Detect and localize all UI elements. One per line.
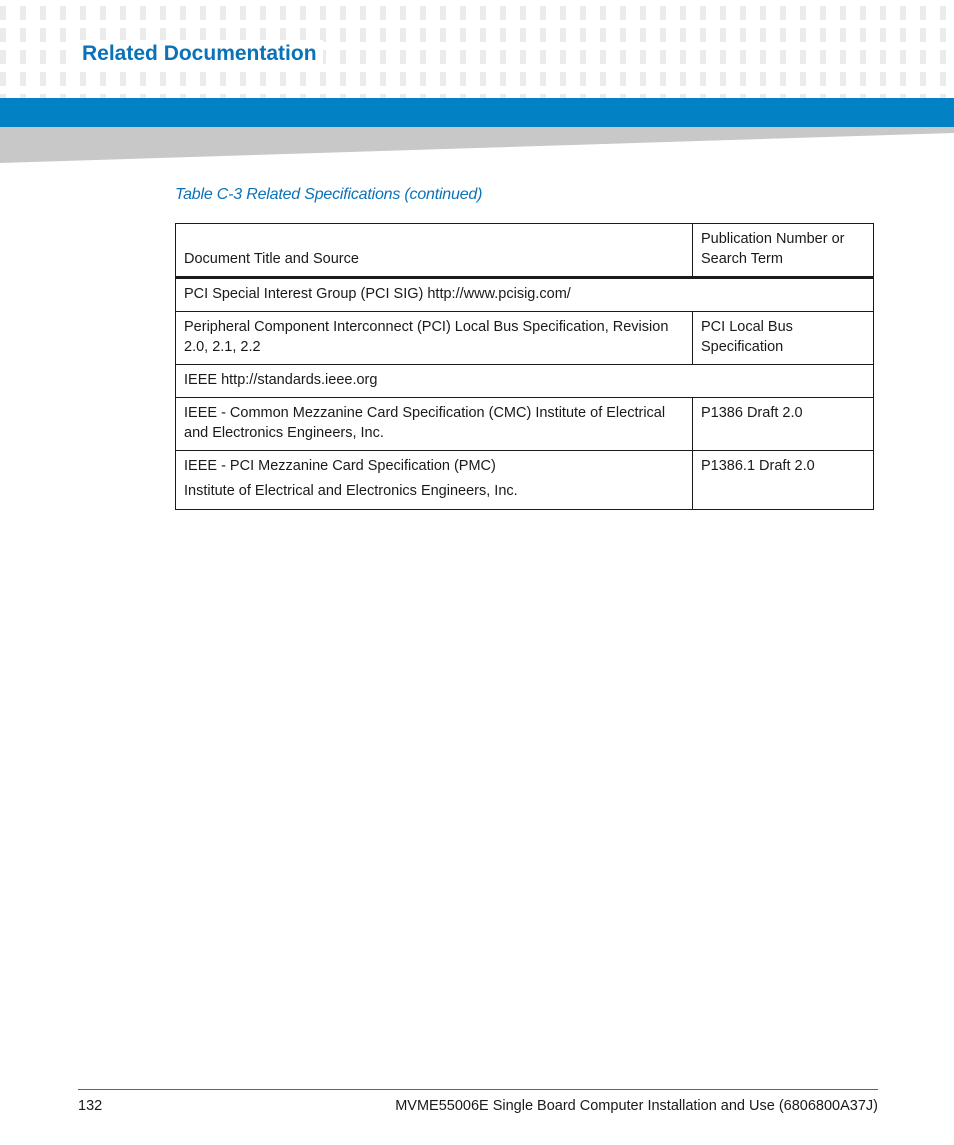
page-number: 132	[78, 1098, 103, 1114]
table-cell: IEEE - Common Mezzanine Card Specification (CMC) Institute of Electrical and Electronics Engineers, Inc.	[176, 398, 693, 451]
table-row	[176, 365, 874, 398]
header-blue-band	[0, 98, 954, 127]
header-cell-publication-number: Publication Number or Search Term	[693, 224, 874, 278]
table-cell: IEEE http://standards.ieee.org	[176, 365, 874, 398]
table-row	[176, 398, 874, 451]
related-specifications-table	[175, 223, 874, 510]
footer-rule	[78, 1089, 878, 1090]
table-row	[176, 451, 874, 510]
header-grey-wedge	[0, 127, 954, 163]
footer-document-title: MVME55006E Single Board Computer Installation and Use (6806800A37J)	[395, 1098, 878, 1114]
table-row	[176, 312, 874, 365]
header-cell-document-title: Document Title and Source	[176, 224, 693, 278]
table-cell: P1386.1 Draft 2.0	[693, 451, 874, 510]
table-cell: Peripheral Component Interconnect (PCI) Local Bus Specification, Revision 2.0, 2.1, 2.2	[176, 312, 693, 365]
table-cell: PCI Local Bus Specification	[693, 312, 874, 365]
table-cell-line: IEEE - PCI Mezzanine Card Specification (PMC)	[184, 458, 496, 474]
table-cell	[176, 451, 693, 510]
table-cell-line: Institute of Electrical and Electronics Engineers, Inc.	[184, 483, 518, 499]
table-row	[176, 278, 874, 312]
table-caption: Table C-3 Related Specifications (continued)	[175, 186, 483, 203]
table-cell: P1386 Draft 2.0	[693, 398, 874, 451]
table-header-row	[176, 224, 874, 278]
page-title: Related Documentation	[80, 40, 323, 68]
table-cell: PCI Special Interest Group (PCI SIG) http://www.pcisig.com/	[176, 278, 874, 312]
